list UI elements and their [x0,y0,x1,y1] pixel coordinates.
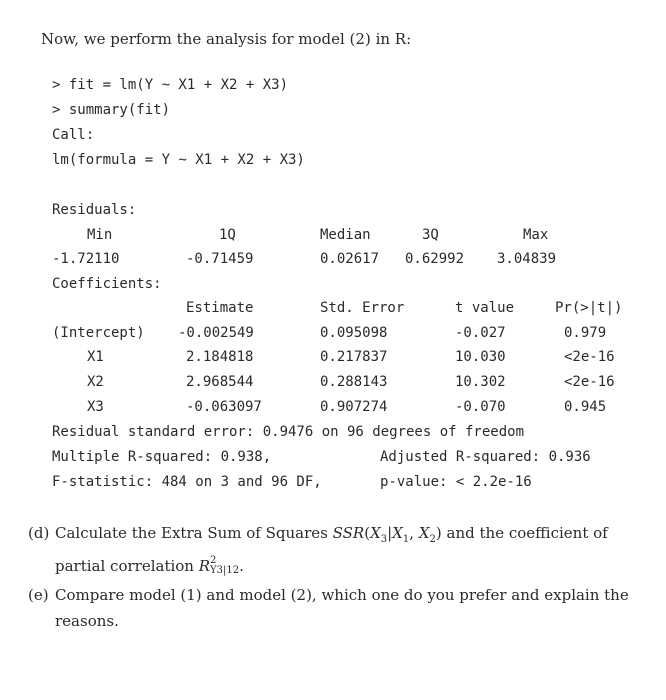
residual-median: 0.02617 [320,251,380,267]
call-label: Call: [52,127,95,143]
residual-header-max: Max [523,227,549,243]
coef-t-value: -0.070 [455,399,506,415]
question-d-text-3: partial correlation [55,557,194,575]
coef-header-std-error: Std. Error [320,300,405,316]
coef-std-error: 0.288143 [320,374,388,390]
residual-header-3q: 3Q [422,227,439,243]
coef-std-error: 0.095098 [320,325,388,341]
question-d [28,520,638,579]
question-d-text-2: and the coefficient of [446,524,608,542]
question-e [28,582,638,634]
residual-header-min: Min [87,227,113,243]
command-fit: > fit = lm(Y ~ X1 + X2 + X3) [52,77,289,93]
coef-estimate: -0.063097 [186,399,262,415]
command-summary: > summary(fit) [52,102,171,118]
coef-p-value: <2e-16 [564,349,615,365]
call-formula: lm(formula = Y ~ X1 + X2 + X3) [52,152,305,168]
residual-header-median: Median [320,227,371,243]
residual-header-1q: 1Q [219,227,236,243]
coef-t-value: -0.027 [455,325,506,341]
question-e-text: Compare model (1) and model (2), which one do you prefer and explain the reasons. [55,586,629,630]
residuals-label: Residuals: [52,202,137,218]
coef-std-error: 0.907274 [320,399,388,415]
coef-name: X2 [87,374,104,390]
coef-estimate: -0.002549 [178,325,254,341]
question-d-text-1: Calculate the Extra Sum of Squares [55,524,328,542]
coef-estimate: 2.184818 [186,349,254,365]
question-e-label: (e) [28,586,49,604]
residual-max: 3.04839 [497,251,557,267]
residual-standard-error: Residual standard error: 0.9476 on 96 degrees of freedom [52,424,525,440]
residual-3q: 0.62992 [405,251,465,267]
adjusted-r-squared: Adjusted R-squared: 0.936 [380,449,591,465]
coef-p-value: 0.945 [564,399,607,415]
coef-t-value: 10.030 [455,349,506,365]
p-value: p-value: < 2.2e-16 [380,474,532,490]
coef-name: X3 [87,399,104,415]
coef-p-value: <2e-16 [564,374,615,390]
f-statistic: F-statistic: 484 on 3 and 96 DF, [52,474,322,490]
coef-t-value: 10.302 [455,374,506,390]
multiple-r-squared: Multiple R-squared: 0.938, [52,449,272,465]
partial-correlation-expression: R 2 Y3|12 . [198,555,244,576]
coef-p-value: 0.979 [564,325,607,341]
residual-1q: -0.71459 [186,251,254,267]
question-d-label: (d) [28,524,50,542]
coef-estimate: 2.968544 [186,374,254,390]
ssr-expression: $SSR(X_3|X_1$, $X_2$) [332,524,442,545]
coef-std-error: 0.217837 [320,349,388,365]
intro-text: Now, we perform the analysis for model (2) in R: [41,30,412,48]
coef-header-p-value: Pr(>|t|) [555,300,623,316]
coef-header-estimate: Estimate [186,300,254,316]
residual-min: -1.72110 [52,251,120,267]
coefficients-label: Coefficients: [52,276,162,292]
coef-name: X1 [87,349,104,365]
coef-header-t-value: t value [455,300,515,316]
coef-name: (Intercept) [52,325,145,341]
